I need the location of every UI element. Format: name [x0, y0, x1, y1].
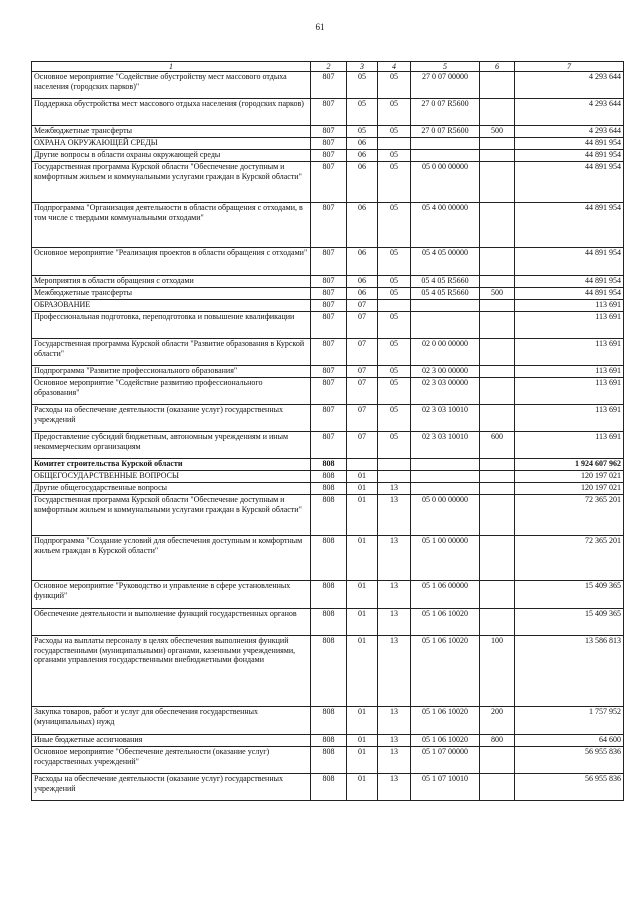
amount-cell: 1 757 952	[515, 707, 624, 735]
subsection-code-cell: 13	[378, 609, 411, 636]
expense-type-cell	[480, 203, 515, 248]
table-row	[32, 288, 624, 300]
amount-cell: 44 891 954	[515, 138, 624, 150]
section-code-cell: 01	[347, 707, 378, 735]
expense-type-cell	[480, 276, 515, 288]
section-code-cell: 01	[347, 581, 378, 609]
section-code-cell: 07	[347, 366, 378, 378]
subsection-code-cell: 13	[378, 536, 411, 581]
column-header: 4	[378, 62, 411, 72]
subsection-code-cell: 05	[378, 288, 411, 300]
ministry-code-cell: 807	[311, 378, 347, 405]
subsection-code-cell	[378, 300, 411, 312]
expense-name-cell: Закупка товаров, работ и услуг для обеспечения государственных (муниципальных) нужд	[32, 707, 311, 735]
subsection-code-cell: 13	[378, 735, 411, 747]
table-row	[32, 203, 624, 248]
table-row	[32, 636, 624, 707]
subsection-code-cell: 05	[378, 312, 411, 339]
table-row	[32, 312, 624, 339]
ministry-code-cell: 808	[311, 735, 347, 747]
expense-name-cell: Комитет строительства Курской области	[32, 459, 311, 471]
amount-cell: 44 891 954	[515, 203, 624, 248]
amount-cell: 120 197 021	[515, 483, 624, 495]
table-row	[32, 366, 624, 378]
ministry-code-cell: 808	[311, 707, 347, 735]
target-article-cell: 05 1 00 00000	[411, 536, 480, 581]
amount-cell: 44 891 954	[515, 162, 624, 203]
expense-type-cell	[480, 774, 515, 801]
amount-cell: 64 600	[515, 735, 624, 747]
table-row	[32, 405, 624, 432]
amount-cell: 120 197 021	[515, 471, 624, 483]
amount-cell: 113 691	[515, 312, 624, 339]
target-article-cell: 27 0 07 00000	[411, 72, 480, 99]
expense-name-cell: Основное мероприятие "Содействие развитию профессионального образования"	[32, 378, 311, 405]
target-article-cell: 27 0 07 R5600	[411, 126, 480, 138]
target-article-cell: 05 1 07 10010	[411, 774, 480, 801]
expense-type-cell	[480, 248, 515, 276]
section-code-cell: 06	[347, 162, 378, 203]
expense-name-cell: Государственная программа Курской области "Развитие образования в Курской области"	[32, 339, 311, 366]
ministry-code-cell: 808	[311, 483, 347, 495]
ministry-code-cell: 807	[311, 203, 347, 248]
ministry-code-cell: 807	[311, 150, 347, 162]
table-row	[32, 126, 624, 138]
target-article-cell	[411, 459, 480, 471]
subsection-code-cell: 05	[378, 99, 411, 126]
ministry-code-cell: 808	[311, 609, 347, 636]
target-article-cell: 05 1 07 00000	[411, 747, 480, 774]
subsection-code-cell: 13	[378, 707, 411, 735]
header-row	[32, 62, 624, 72]
section-code-cell: 01	[347, 774, 378, 801]
section-code-cell: 06	[347, 248, 378, 276]
expense-name-cell: Обеспечение деятельности и выполнение функций государственных органов	[32, 609, 311, 636]
target-article-cell	[411, 150, 480, 162]
expense-name-cell: Межбюджетные трансферты	[32, 126, 311, 138]
target-article-cell: 02 3 03 10010	[411, 432, 480, 459]
expense-type-cell	[480, 138, 515, 150]
subsection-code-cell: 13	[378, 581, 411, 609]
expense-type-cell	[480, 483, 515, 495]
subsection-code-cell: 05	[378, 276, 411, 288]
table-row	[32, 432, 624, 459]
section-code-cell: 06	[347, 203, 378, 248]
table-row	[32, 138, 624, 150]
expense-type-cell: 500	[480, 288, 515, 300]
target-article-cell: 05 1 06 10020	[411, 636, 480, 707]
table-row	[32, 774, 624, 801]
expense-type-cell: 500	[480, 126, 515, 138]
section-code-cell: 07	[347, 405, 378, 432]
expense-type-cell: 600	[480, 432, 515, 459]
section-code-cell: 01	[347, 495, 378, 536]
subsection-code-cell: 05	[378, 339, 411, 366]
subsection-code-cell: 05	[378, 150, 411, 162]
ministry-code-cell: 808	[311, 459, 347, 471]
amount-cell: 15 409 365	[515, 609, 624, 636]
column-header: 1	[32, 62, 311, 72]
expense-name-cell: Основное мероприятие "Обеспечение деятельности (оказание услуг) государственных учреждений"	[32, 747, 311, 774]
target-article-cell: 05 0 00 00000	[411, 162, 480, 203]
section-code-cell: 01	[347, 483, 378, 495]
section-code-cell	[347, 459, 378, 471]
section-code-cell: 07	[347, 432, 378, 459]
table-row	[32, 471, 624, 483]
subsection-code-cell: 05	[378, 432, 411, 459]
section-code-cell: 07	[347, 339, 378, 366]
ministry-code-cell: 808	[311, 495, 347, 536]
expense-type-cell	[480, 581, 515, 609]
expense-type-cell	[480, 150, 515, 162]
expense-name-cell: Расходы на выплаты персоналу в целях обеспечения выполнения функций государственными (муниципальными) органами, казенными учреждениями, органами управления государственными внебюджетными фондами	[32, 636, 311, 707]
expense-name-cell: Межбюджетные трансферты	[32, 288, 311, 300]
table-row	[32, 459, 624, 471]
target-article-cell: 05 4 00 00000	[411, 203, 480, 248]
column-header: 2	[311, 62, 347, 72]
section-code-cell: 01	[347, 471, 378, 483]
subsection-code-cell: 13	[378, 483, 411, 495]
subsection-code-cell	[378, 138, 411, 150]
target-article-cell: 02 3 03 10010	[411, 405, 480, 432]
amount-cell: 44 891 954	[515, 248, 624, 276]
table-row	[32, 339, 624, 366]
expense-name-cell: Другие общегосударственные вопросы	[32, 483, 311, 495]
table-row	[32, 150, 624, 162]
table-body	[32, 72, 624, 801]
ministry-code-cell: 807	[311, 366, 347, 378]
subsection-code-cell: 05	[378, 378, 411, 405]
ministry-code-cell: 807	[311, 339, 347, 366]
target-article-cell: 05 1 06 10020	[411, 609, 480, 636]
expense-type-cell: 800	[480, 735, 515, 747]
target-article-cell: 05 1 06 10020	[411, 707, 480, 735]
table-row	[32, 609, 624, 636]
expense-type-cell	[480, 495, 515, 536]
table-row	[32, 581, 624, 609]
amount-cell: 13 586 813	[515, 636, 624, 707]
ministry-code-cell: 807	[311, 312, 347, 339]
section-code-cell: 06	[347, 150, 378, 162]
section-code-cell: 01	[347, 536, 378, 581]
section-code-cell: 01	[347, 747, 378, 774]
target-article-cell: 05 4 05 00000	[411, 248, 480, 276]
ministry-code-cell: 807	[311, 300, 347, 312]
subsection-code-cell: 13	[378, 747, 411, 774]
amount-cell: 56 955 836	[515, 774, 624, 801]
amount-cell: 44 891 954	[515, 150, 624, 162]
amount-cell: 56 955 836	[515, 747, 624, 774]
target-article-cell: 05 1 06 10020	[411, 735, 480, 747]
column-header: 6	[480, 62, 515, 72]
subsection-code-cell: 05	[378, 203, 411, 248]
expense-name-cell: Государственная программа Курской области "Обеспечение доступным и комфортным жильем и коммунальными услугами граждан в Курской области"	[32, 495, 311, 536]
column-header: 3	[347, 62, 378, 72]
expense-type-cell	[480, 609, 515, 636]
ministry-code-cell: 807	[311, 162, 347, 203]
expense-name-cell: Подпрограмма "Создание условий для обеспечения доступным и комфортным жильем граждан в Курской области"	[32, 536, 311, 581]
subsection-code-cell: 05	[378, 248, 411, 276]
expense-name-cell: Другие вопросы в области охраны окружающей среды	[32, 150, 311, 162]
ministry-code-cell: 807	[311, 288, 347, 300]
amount-cell: 113 691	[515, 300, 624, 312]
ministry-code-cell: 807	[311, 126, 347, 138]
amount-cell: 72 365 201	[515, 536, 624, 581]
amount-cell: 72 365 201	[515, 495, 624, 536]
subsection-code-cell: 05	[378, 162, 411, 203]
section-code-cell: 01	[347, 735, 378, 747]
expense-name-cell: ОБРАЗОВАНИЕ	[32, 300, 311, 312]
target-article-cell: 05 4 05 R5660	[411, 288, 480, 300]
section-code-cell: 05	[347, 72, 378, 99]
target-article-cell: 02 3 03 00000	[411, 378, 480, 405]
amount-cell: 113 691	[515, 378, 624, 405]
subsection-code-cell: 05	[378, 72, 411, 99]
section-code-cell: 06	[347, 288, 378, 300]
target-article-cell	[411, 471, 480, 483]
table-row	[32, 378, 624, 405]
ministry-code-cell: 808	[311, 471, 347, 483]
expense-name-cell: Основное мероприятие "Содействие обустройству мест массового отдыха населения (городских парков)"	[32, 72, 311, 99]
section-code-cell: 05	[347, 99, 378, 126]
section-code-cell: 07	[347, 378, 378, 405]
ministry-code-cell: 808	[311, 747, 347, 774]
subsection-code-cell: 05	[378, 405, 411, 432]
subsection-code-cell	[378, 471, 411, 483]
expense-name-cell: Расходы на обеспечение деятельности (оказание услуг) государственных учреждений	[32, 405, 311, 432]
subsection-code-cell: 13	[378, 636, 411, 707]
table-row	[32, 162, 624, 203]
amount-cell: 4 293 644	[515, 72, 624, 99]
expense-name-cell: Основное мероприятие "Руководство и управление в сфере установленных функций"	[32, 581, 311, 609]
column-header: 7	[515, 62, 624, 72]
ministry-code-cell: 808	[311, 536, 347, 581]
target-article-cell: 02 3 00 00000	[411, 366, 480, 378]
expense-type-cell	[480, 747, 515, 774]
target-article-cell	[411, 483, 480, 495]
ministry-code-cell: 807	[311, 405, 347, 432]
expense-type-cell	[480, 378, 515, 405]
target-article-cell: 05 0 00 00000	[411, 495, 480, 536]
expense-type-cell	[480, 459, 515, 471]
expense-name-cell: Мероприятия в области обращения с отходами	[32, 276, 311, 288]
expense-name-cell: Поддержка обустройства мест массового отдыха населения (городских парков)	[32, 99, 311, 126]
ministry-code-cell: 807	[311, 248, 347, 276]
expense-type-cell	[480, 312, 515, 339]
expense-type-cell	[480, 72, 515, 99]
section-code-cell: 05	[347, 126, 378, 138]
expense-type-cell	[480, 471, 515, 483]
expense-type-cell	[480, 99, 515, 126]
expense-name-cell: ОБЩЕГОСУДАРСТВЕННЫЕ ВОПРОСЫ	[32, 471, 311, 483]
expense-name-cell: Иные бюджетные ассигнования	[32, 735, 311, 747]
expense-name-cell: ОХРАНА ОКРУЖАЮЩЕЙ СРЕДЫ	[32, 138, 311, 150]
subsection-code-cell: 05	[378, 366, 411, 378]
table-row	[32, 707, 624, 735]
section-code-cell: 07	[347, 300, 378, 312]
table-row	[32, 72, 624, 99]
expense-type-cell	[480, 162, 515, 203]
ministry-code-cell: 807	[311, 276, 347, 288]
expense-name-cell: Подпрограмма "Развитие профессионального образования"	[32, 366, 311, 378]
section-code-cell: 06	[347, 138, 378, 150]
expense-type-cell	[480, 405, 515, 432]
table-row	[32, 495, 624, 536]
subsection-code-cell: 05	[378, 126, 411, 138]
amount-cell: 15 409 365	[515, 581, 624, 609]
amount-cell: 1 924 607 962	[515, 459, 624, 471]
ministry-code-cell: 807	[311, 99, 347, 126]
target-article-cell: 05 4 05 R5660	[411, 276, 480, 288]
expense-name-cell: Расходы на обеспечение деятельности (оказание услуг) государственных учреждений	[32, 774, 311, 801]
ministry-code-cell: 808	[311, 636, 347, 707]
target-article-cell: 27 0 07 R5600	[411, 99, 480, 126]
expense-name-cell: Подпрограмма "Организация деятельности в области обращения с отходами, в том числе с твердыми коммунальными отходами"	[32, 203, 311, 248]
table-row	[32, 483, 624, 495]
subsection-code-cell: 13	[378, 774, 411, 801]
amount-cell: 113 691	[515, 366, 624, 378]
column-header: 5	[411, 62, 480, 72]
amount-cell: 4 293 644	[515, 99, 624, 126]
budget-table	[31, 61, 624, 801]
table-row	[32, 276, 624, 288]
page-number: 61	[315, 22, 325, 32]
target-article-cell	[411, 312, 480, 339]
subsection-code-cell	[378, 459, 411, 471]
ministry-code-cell: 808	[311, 581, 347, 609]
expense-type-cell: 100	[480, 636, 515, 707]
ministry-code-cell: 808	[311, 774, 347, 801]
amount-cell: 44 891 954	[515, 276, 624, 288]
amount-cell: 113 691	[515, 432, 624, 459]
section-code-cell: 01	[347, 636, 378, 707]
table-row	[32, 248, 624, 276]
expense-type-cell	[480, 339, 515, 366]
target-article-cell: 02 0 00 00000	[411, 339, 480, 366]
table-row	[32, 735, 624, 747]
table-row	[32, 747, 624, 774]
target-article-cell	[411, 300, 480, 312]
subsection-code-cell: 13	[378, 495, 411, 536]
expense-name-cell: Профессиональная подготовка, переподготовка и повышение квалификации	[32, 312, 311, 339]
amount-cell: 4 293 644	[515, 126, 624, 138]
expense-name-cell: Основное мероприятие "Реализация проектов в области обращения с отходами"	[32, 248, 311, 276]
target-article-cell	[411, 138, 480, 150]
expense-name-cell: Государственная программа Курской области "Обеспечение доступным и комфортным жильем и коммунальными услугами граждан в Курской области"	[32, 162, 311, 203]
section-code-cell: 01	[347, 609, 378, 636]
section-code-cell: 06	[347, 276, 378, 288]
expense-type-cell	[480, 300, 515, 312]
ministry-code-cell: 807	[311, 72, 347, 99]
ministry-code-cell: 807	[311, 432, 347, 459]
expense-type-cell	[480, 366, 515, 378]
target-article-cell: 05 1 06 00000	[411, 581, 480, 609]
expense-type-cell	[480, 536, 515, 581]
amount-cell: 44 891 954	[515, 288, 624, 300]
amount-cell: 113 691	[515, 339, 624, 366]
expense-type-cell: 200	[480, 707, 515, 735]
table-row	[32, 536, 624, 581]
table-row	[32, 99, 624, 126]
amount-cell: 113 691	[515, 405, 624, 432]
expense-name-cell: Предоставление субсидий бюджетным, автономным учреждениям и иным некоммерческим организациям	[32, 432, 311, 459]
section-code-cell: 07	[347, 312, 378, 339]
table-row	[32, 300, 624, 312]
ministry-code-cell: 807	[311, 138, 347, 150]
